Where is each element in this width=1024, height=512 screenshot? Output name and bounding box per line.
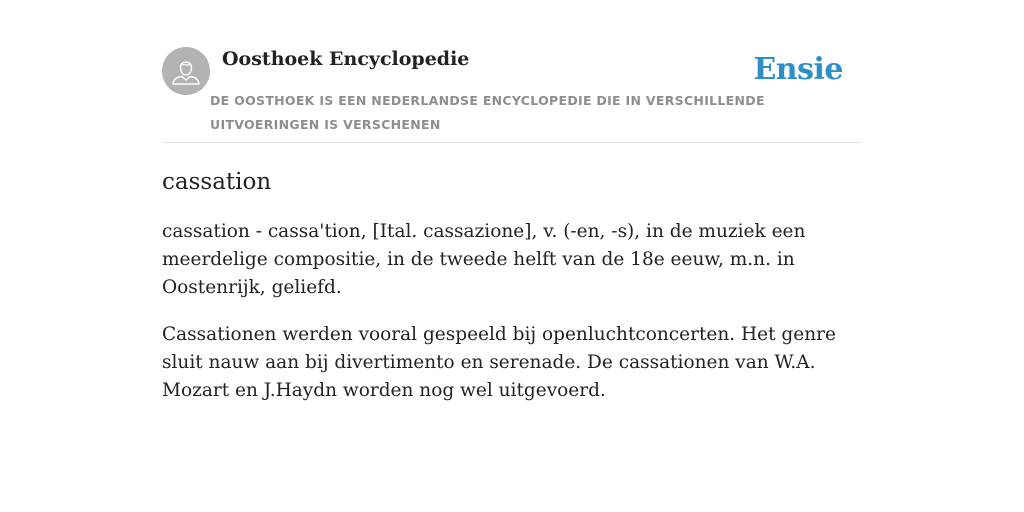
ensie-logo-link[interactable]: Ensie: [753, 52, 843, 87]
entry-title: cassation: [162, 169, 272, 195]
entry-paragraph: Cassationen werden vooral gespeeld bij openluchtconcerten. Het genre sluit nauw aan bij divertimento en serenade. De cassationen van W.A. Mozart en J.Haydn worden nog wel uitgevoerd.: [162, 324, 836, 401]
entry-container: [162, 45, 862, 405]
source-title[interactable]: Oosthoek Encyclopedie: [222, 48, 470, 70]
source-description: DE OOSTHOEK IS EEN NEDERLANDSE ENCYCLOPEDIE DIE IN VERSCHILLENDE UITVOERINGEN IS VERSCHENEN: [210, 93, 765, 132]
entry-paragraph: cassation - cassa'tion, [Ital. cassazione], v. (-en, -s), in de muziek een meerdelige compositie, in de tweede helft van de 18e eeuw, m.n. in Oostenrijk, geliefd.: [162, 221, 806, 298]
source-header: [162, 45, 862, 143]
user-icon[interactable]: [162, 47, 210, 95]
